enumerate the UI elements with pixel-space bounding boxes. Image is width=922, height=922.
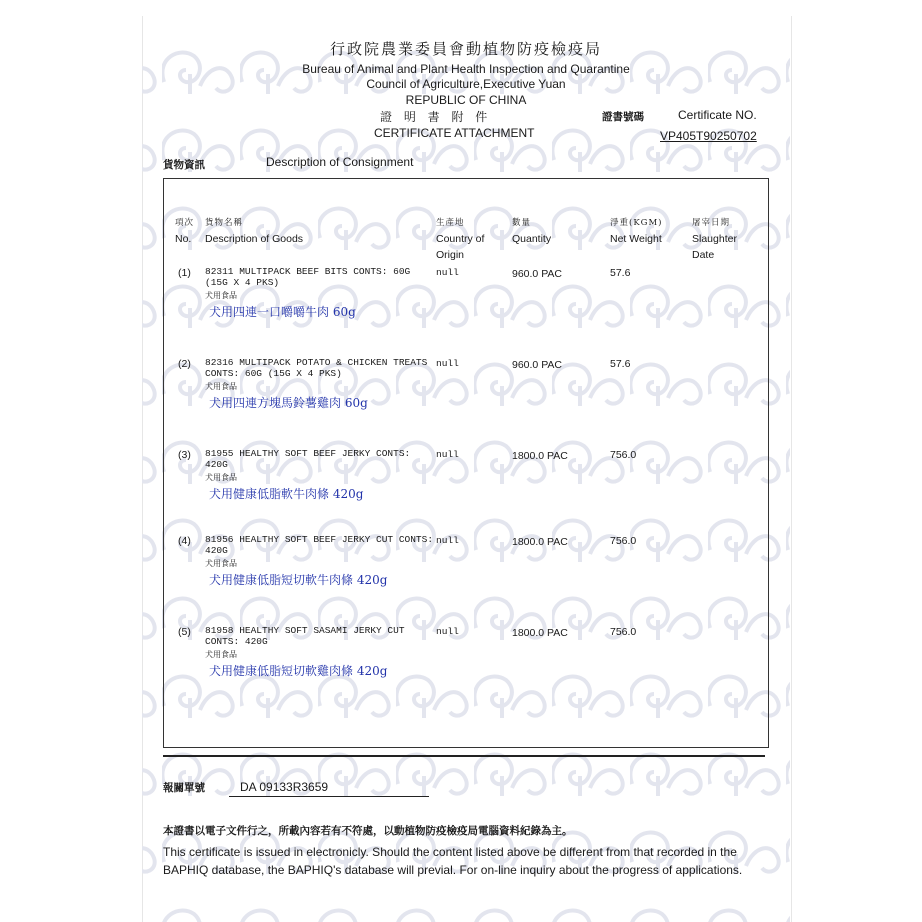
declaration-label-zh: 報關單號 <box>163 782 205 794</box>
item-description: 82316 MULTIPACK POTATO & CHICKEN TREATS CONTS: 60G (15G X 4 PKS) 犬用食品 犬用四連方塊馬鈴薯雞肉 60g <box>205 357 428 410</box>
cert-number: VP405T90250702 <box>660 129 757 143</box>
col-no-header: 項次 No. <box>175 218 195 245</box>
cert-number-label-zh: 證書號碼 <box>602 111 644 123</box>
item-description: 81956 HEALTHY SOFT BEEF JERKY CUT CONTS: 420G 犬用食品 犬用健康低脂短切軟牛肉條 420g <box>205 534 434 587</box>
country-name: REPUBLIC OF CHINA <box>405 93 527 107</box>
item-quantity: 1800.0 PAC <box>512 450 568 462</box>
item-quantity: 960.0 PAC <box>512 359 563 371</box>
col-weight-header: 淨重(KGM) Net Weight <box>610 218 663 245</box>
declaration-underline <box>229 796 429 797</box>
doc-type-chinese: 證 明 書 附 件 <box>380 110 492 124</box>
item-description: 81958 HEALTHY SOFT SASAMI JERKY CUT CONTS: 420G 犬用食品 犬用健康低脂短切軟雞肉條 420g <box>205 625 405 678</box>
item-weight: 756.0 <box>610 626 637 638</box>
item-no: (3) <box>178 449 191 461</box>
item-weight: 57.6 <box>610 358 631 370</box>
item-weight: 756.0 <box>610 449 637 461</box>
item-weight: 756.0 <box>610 535 637 547</box>
item-quantity: 960.0 PAC <box>512 268 563 280</box>
item-origin: null <box>436 626 459 637</box>
item-origin: null <box>436 358 459 369</box>
item-no: (1) <box>178 267 191 279</box>
item-no: (4) <box>178 535 191 547</box>
agency-english-title: Bureau of Animal and Plant Health Inspection and Quarantine <box>302 62 630 76</box>
item-description: 81955 HEALTHY SOFT BEEF JERKY CONTS: 420G 犬用食品 犬用健康低脂軟牛肉條 420g <box>205 448 411 501</box>
col-quantity-header: 數量 Quantity <box>512 218 552 245</box>
col-origin-header: 生產地 Country of Origin <box>436 218 485 261</box>
declaration-number: DA 09133R3659 <box>240 780 329 794</box>
section-divider <box>163 755 765 757</box>
item-origin: null <box>436 535 459 546</box>
cert-number-label-en: Certificate NO. <box>678 108 757 122</box>
item-no: (5) <box>178 626 191 638</box>
doc-type-english: CERTIFICATE ATTACHMENT <box>374 126 535 140</box>
item-weight: 57.6 <box>610 267 631 279</box>
council-name: Council of Agriculture,Executive Yuan <box>366 77 566 91</box>
footer-note-en: This certificate is issued in electronicly. Should the content listed above be different from that recorded in the BAPHIQ database, the BAPHIQ's database will previal. For on-line inquiry about the progress of applications. <box>163 845 743 877</box>
item-quantity: 1800.0 PAC <box>512 627 568 639</box>
item-description: 82311 MULTIPACK BEEF BITS CONTS: 60G (15G X 4 PKS) 犬用食品 犬用四連一口嚼嚼牛肉 60g <box>205 266 411 319</box>
item-origin: null <box>436 267 459 278</box>
item-no: (2) <box>178 358 191 370</box>
agency-chinese-title: 行政院農業委員會動植物防疫檢疫局 <box>329 40 602 58</box>
consignment-label-en: Description of Consignment <box>266 155 414 169</box>
col-goods-header: 貨物名稱 Description of Goods <box>205 218 304 245</box>
consignment-label-zh: 貨物資訊 <box>163 159 205 171</box>
footer-note-zh: 本證書以電子文件行之，所載內容若有不符處，以動植物防疫檢疫局電腦資料紀錄為主。 <box>163 825 573 837</box>
item-quantity: 1800.0 PAC <box>512 536 568 548</box>
col-slaughter-header: 屠宰日期 Slaughter Date <box>692 218 737 261</box>
item-origin: null <box>436 449 459 460</box>
